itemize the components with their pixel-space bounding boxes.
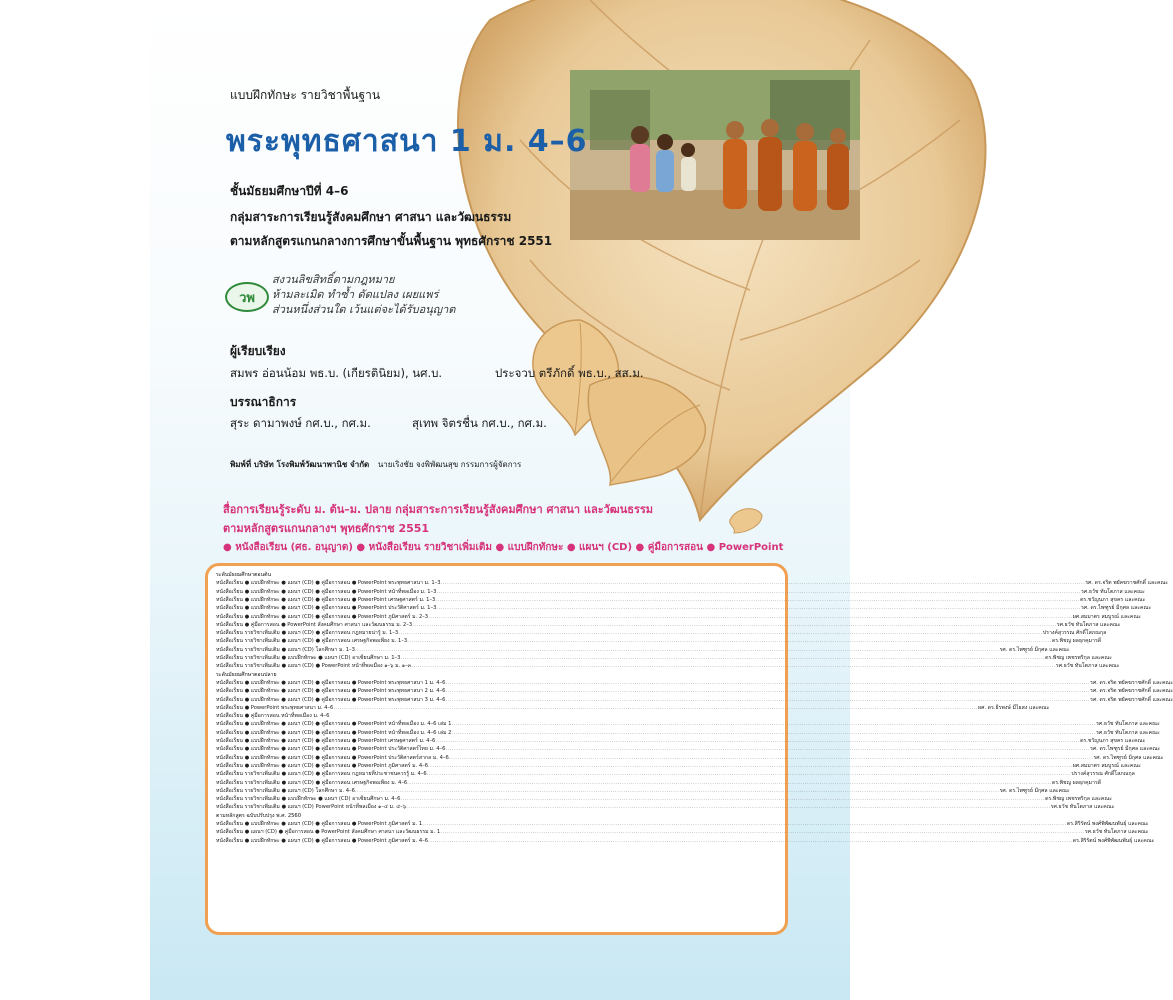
catalog-leader-dots: ............................................................................................................................................................................................................................................................................................................ <box>440 829 1085 836</box>
catalog-item-author: รศ. ดร.ไพฑูรย์ มีกุศล และคณะ <box>1090 746 1161 753</box>
catalog-row <box>216 729 1160 737</box>
catalog-leader-dots: ............................................................................................................................................................................................................................................................................................................ <box>354 787 1000 794</box>
catalog-section-header <box>216 812 776 820</box>
catalog-item-author: ผศ.สมมาตร สมบูรณ์ และคณะ <box>1072 762 1141 769</box>
catalog-item-author: รศ. ดร.ไพฑูรย์ มีกุศล และคณะ <box>999 787 1070 794</box>
catalog-row <box>216 787 1070 795</box>
catalog-leader-dots: ............................................................................................................................................................................................................................................................................................................ <box>445 679 1091 686</box>
catalog-item-author: ดร.พิชญ เพชรพริกุล และคณะ <box>1045 655 1112 661</box>
catalog-item-author: รศ.ธวัช ทันโตภาส และคณะ <box>1056 621 1121 628</box>
catalog-item-author: รศ. ดร.ไพฑูรย์ มีกุศล และคณะ <box>999 646 1070 653</box>
catalog-leader-dots: ............................................................................................................................................................................................................................................................................................................ <box>400 796 1046 803</box>
catalog-leader-dots: ............................................................................................................................................................................................................................................................................................................ <box>422 821 1067 827</box>
catalog-item-author: ดร.พิชญ เพชรพริกุล และคณะ <box>1045 796 1112 803</box>
catalog-row <box>216 613 1141 621</box>
editors-label: บรรณาธิการ <box>230 395 297 409</box>
catalog-leader-dots: ............................................................................................................................................................................................................................................................................................................ <box>407 638 1052 645</box>
author-1: สมพร อ่อนน้อม พธ.บ. (เกียรตินิยม), นศ.บ. <box>230 366 443 380</box>
catalog-row <box>216 828 1149 836</box>
catalog-item-title: หนังสือเรียน ● คู่มือการสอน ● PowerPoint สังคมศึกษา ศาสนา และวัฒนธรรม ม. 2–3 <box>216 621 413 628</box>
catalog-row <box>216 712 776 720</box>
catalog-row <box>216 629 1107 637</box>
catalog-item-title: หนังสือเรียน ● แบบฝึกทักษะ ● แผนฯ (CD) ● คู่มือการสอน ● PowerPoint หน้าที่พลเมือง ม. 1–3 <box>216 588 437 595</box>
authors-label: ผู้เรียบเรียง <box>230 344 286 358</box>
catalog-section-title: ระดับมัธยมศึกษาตอนปลาย <box>216 671 277 678</box>
catalog-item-author: รศ.ธวัช ทันโตภาส และคณะ <box>1050 804 1115 811</box>
catalog-row <box>216 604 1152 612</box>
learning-area: กลุ่มสาระการเรียนรู้สังคมศึกษา ศาสนา และวัฒนธรรม <box>230 210 512 224</box>
catalog-row <box>216 588 1145 596</box>
grade-level: ชั้นมัธยมศึกษาปีที่ 4–6 <box>230 184 349 198</box>
catalog-leader-dots: ............................................................................................................................................................................................................................................................................................................ <box>407 779 1052 786</box>
catalog-leader-dots: ............................................................................................................................................................................................................................................................................................................ <box>412 621 1057 628</box>
catalog-item-title: หนังสือเรียน รายวิชาเพิ่มเติม ● แผนฯ (CD) ● PowerPoint หน้าที่พลเมือง ๑–๖ ม. ๑–๓ <box>216 663 412 670</box>
printer-manager: นายเริงชัย จงพิพัฒนสุข กรรมการผู้จัดการ <box>377 460 522 469</box>
catalog-item-author: รศ.ธวัช ทันโตภาส และคณะ <box>1096 721 1160 728</box>
catalog-item-author: รศ. ดร.ไพฑูรย์ มีกุศล และคณะ <box>1093 754 1164 761</box>
catalog-item-title: หนังสือเรียน ● แบบฝึกทักษะ ● แผนฯ (CD) ● คู่มือการสอน ● PowerPoint ประวัติศาสตร์ ม. 1–3 <box>216 605 437 612</box>
catalog-leader-dots <box>329 712 776 720</box>
catalog-item-author: รศ. ดร.จริต พยัคฆราชศักดิ์ และคณะ <box>1090 696 1173 703</box>
catalog-item-author: รศ. ดร.จริต พยัคฆราชศักดิ์ และคณะ <box>1085 580 1169 587</box>
catalog-row <box>216 762 1141 770</box>
catalog-row <box>216 621 1121 629</box>
catalog-leader-dots: ............................................................................................................................................................................................................................................................................................................ <box>428 613 1073 620</box>
catalog-item-author: รศ. ดร.จริต พยัคฆราชศักดิ์ และคณะ <box>1090 688 1173 695</box>
catalog-row <box>216 596 1146 604</box>
catalog-item-title: หนังสือเรียน รายวิชาเพิ่มเติม ● แผนฯ (CD) PowerPoint หน้าที่พลเมือง ๑–๔ ม. ๔–๖ <box>216 804 407 811</box>
catalog-item-author: ปรางค์สุวรรณ ศักดิ์โสภณกุล <box>1071 771 1135 778</box>
catalog-leader-dots: ............................................................................................................................................................................................................................................................................................................ <box>411 663 1056 670</box>
catalog-item-title: หนังสือเรียน ● แบบฝึกทักษะ ● แผนฯ (CD) ● คู่มือการสอน ● PowerPoint พระพุทธศาสนา 1 ม. 4–6 <box>216 679 446 686</box>
catalog-section-header <box>216 671 776 679</box>
catalog-row <box>216 770 1135 778</box>
catalog-row <box>216 803 1115 811</box>
catalog-item-title: หนังสือเรียน ● แบบฝึกทักษะ ● แผนฯ (CD) ● คู่มือการสอน ● PowerPoint เศรษฐศาสตร์ ม. 4–6 <box>216 738 436 744</box>
catalog-section-title: ตามหลักสูตร ฉบับปรับปรุง พ.ศ. 2560 <box>216 812 302 819</box>
catalog-leader-dots: ............................................................................................................................................................................................................................................................................................................ <box>426 771 1072 778</box>
catalog-row <box>216 820 1149 828</box>
catalog-row <box>216 654 1112 662</box>
catalog-row <box>216 687 1173 695</box>
catalog-row <box>216 745 1161 753</box>
catalog-row <box>216 837 1155 845</box>
catalog-leader-dots: ............................................................................................................................................................................................................................................................................................................ <box>406 804 1051 811</box>
catalog-leader-dots: ............................................................................................................................................................................................................................................................................................................ <box>398 630 1043 637</box>
catalog-row <box>216 779 1102 787</box>
catalog-item-title: หนังสือเรียน รายวิชาเพิ่มเติม ● แบบฝึกทักษะ ● แผนฯ (CD) อาเซียนศึกษา ม. 1–3 <box>216 655 401 661</box>
editor-1: สุระ ดามาพงษ์ กศ.บ., กศ.ม. <box>230 416 371 430</box>
author-2: ประจวบ ตรีภักดิ์ พธ.บ., สส.ม. <box>495 366 644 380</box>
falling-leaf-2 <box>580 365 710 485</box>
catalog-row <box>216 579 1169 587</box>
catalog-leader-dots: ............................................................................................................................................................................................................................................................................................................ <box>428 762 1073 769</box>
alms-giving-photo <box>570 70 860 240</box>
catalog-leader-dots: ............................................................................................................................................................................................................................................................................................................ <box>436 588 1082 595</box>
catalog-section-title: ระดับมัธยมศึกษาตอนต้น <box>216 572 271 578</box>
catalog-leader-dots: ............................................................................................................................................................................................................................................................................................................ <box>440 580 1086 587</box>
catalog-item-title: หนังสือเรียน ● แบบฝึกทักษะ ● แผนฯ (CD) ● คู่มือการสอน ● PowerPoint พระพุทธศาสนา ม. 1–3 <box>216 580 441 587</box>
catalog-item-author: ดร.สิริรัตน์ พงศ์พิพัฒนพันธุ์ และคณะ <box>1066 821 1149 827</box>
catalog-row <box>216 737 1146 745</box>
catalog-leader-dots: ............................................................................................................................................................................................................................................................................................................ <box>354 646 1000 653</box>
catalog-item-title: หนังสือเรียน ● แบบฝึกทักษะ ● แผนฯ (CD) ● คู่มือการสอน ● PowerPoint ภูมิศาสตร์ ม. 4–6 <box>216 837 429 844</box>
catalog-item-title: หนังสือเรียน ● คู่มือการสอน หน้าที่พลเมือง ม. 4–6 <box>216 713 330 720</box>
catalog-box <box>205 563 1173 935</box>
catalog-item-title: หนังสือเรียน รายวิชาเพิ่มเติม ● แผนฯ (CD) ● คู่มือการสอน เศรษฐกิจพอเพียง ม. 1–3 <box>216 638 408 645</box>
catalog-item-author: รศ.ธวัช ทันโตภาส และคณะ <box>1084 829 1149 836</box>
catalog-item-title: หนังสือเรียน ● แบบฝึกทักษะ ● แผนฯ (CD) ● คู่มือการสอน ● PowerPoint หน้าที่พลเมือง ม. 4–6 เล่ม 1 <box>216 721 452 728</box>
catalog-leader-dots: ............................................................................................................................................................................................................................................................................................................ <box>333 704 979 711</box>
copyright-line-3: ส่วนหนึ่งส่วนใด เว้นแต่จะได้รับอนุญาต <box>272 303 456 316</box>
catalog-leader-dots: ............................................................................................................................................................................................................................................................................................................ <box>448 754 1094 761</box>
catalog-row <box>216 637 1102 645</box>
catalog-item-author: ผศ. ดร.ธีรพงษ์ มีไธสง และคณะ <box>978 704 1050 711</box>
media-promo-line-1: สื่อการเรียนรู้ระดับ ม. ต้น–ม. ปลาย กลุ่มสาระการเรียนรู้สังคมศึกษา ศาสนา และวัฒนธรรม <box>223 503 654 516</box>
series-label: แบบฝึกทักษะ รายวิชาพื้นฐาน <box>230 88 381 102</box>
curriculum-line: ตามหลักสูตรแกนกลางการศึกษาขั้นพื้นฐาน พุทธศักราช 2551 <box>230 234 553 248</box>
catalog-item-title: หนังสือเรียน ● PowerPoint พระพุทธศาสนา ม. 4–6 <box>216 704 334 711</box>
catalog-item-author: ดร.ชวัญนภา สุขคร และคณะ <box>1080 596 1146 603</box>
catalog-item-author: ดร.พิชญ ผลธุกคุมารดี <box>1051 779 1102 786</box>
catalog-item-title: หนังสือเรียน ● แบบฝึกทักษะ ● แผนฯ (CD) ● คู่มือการสอน ● PowerPoint พระพุทธศาสนา 3 ม. 4–6 <box>216 696 446 703</box>
catalog-item-title: หนังสือเรียน ● แบบฝึกทักษะ ● แผนฯ (CD) ● คู่มือการสอน ● PowerPoint เศรษฐศาสตร์ ม. 1–3 <box>216 596 436 603</box>
catalog-item-title: หนังสือเรียน ● แบบฝึกทักษะ ● แผนฯ (CD) ● คู่มือการสอน ● PowerPoint ภูมิศาสตร์ ม. 1 <box>216 821 423 827</box>
catalog-row <box>216 795 1112 803</box>
catalog-leader-dots: ............................................................................................................................................................................................................................................................................................................ <box>451 721 1097 728</box>
printer-line <box>230 458 521 471</box>
catalog-item-title: หนังสือเรียน ● แบบฝึกทักษะ ● แผนฯ (CD) ● คู่มือการสอน ● PowerPoint ภูมิศาสตร์ ม. 2–3 <box>216 613 429 620</box>
catalog-row <box>216 646 1070 654</box>
catalog-item-title: หนังสือเรียน ● แบบฝึกทักษะ ● แผนฯ (CD) ● คู่มือการสอน ● PowerPoint ประวัติศาสตร์สากล ม. 4–6 <box>216 754 449 761</box>
catalog-item-title: หนังสือเรียน รายวิชาเพิ่มเติม ● แผนฯ (CD) ● คู่มือการสอน กฎหมายน่ารู้ ม. 1–3 <box>216 630 399 637</box>
catalog-row <box>216 679 1173 687</box>
catalog-item-author: ปรางค์สุวรรณ ศักดิ์โสภณกุล <box>1042 630 1107 637</box>
catalog-item-title: หนังสือเรียน รายวิชาเพิ่มเติม ● แผนฯ (CD) ● คู่มือการสอน เศรษฐกิจพอเพียง ม. 4–6 <box>216 779 408 786</box>
catalog-leader-dots: ............................................................................................................................................................................................................................................................................................................ <box>400 655 1046 661</box>
book-title: พระพุทธศาสนา 1 ม. 4–6 <box>226 124 588 159</box>
catalog-leader-dots: ............................................................................................................................................................................................................................................................................................................ <box>435 596 1081 603</box>
catalog-leader-dots: ............................................................................................................................................................................................................................................................................................................ <box>445 746 1091 753</box>
catalog-row <box>216 720 1160 728</box>
copyright-line-1: สงวนลิขสิทธิ์ตามกฎหมาย <box>272 273 395 286</box>
catalog-row <box>216 754 1164 762</box>
catalog-item-title: หนังสือเรียน รายวิชาเพิ่มเติม ● แผนฯ (CD) โลกศึกษา ม. 4–6 <box>216 787 355 794</box>
catalog-leader-dots: ............................................................................................................................................................................................................................................................................................................ <box>428 837 1073 844</box>
catalog-item-title: หนังสือเรียน รายวิชาเพิ่มเติม ● แบบฝึกทักษะ ● แผนฯ (CD) อาเซียนศึกษา ม. 4–6 <box>216 796 401 803</box>
catalog-leader-dots: ............................................................................................................................................................................................................................................................................................................ <box>436 605 1082 612</box>
editor-2: สุเทพ จิตรชื่น กศ.บ., กศ.ม. <box>412 416 547 430</box>
media-promo-line-2: ตามหลักสูตรแกนกลางฯ พุทธศักราช 2551 <box>223 522 430 535</box>
catalog-item-title: หนังสือเรียน รายวิชาเพิ่มเติม ● แผนฯ (CD) โลกศึกษา ม. 1–3 <box>216 646 355 653</box>
catalog-leader-dots: ............................................................................................................................................................................................................................................................................................................ <box>435 738 1081 744</box>
catalog-row <box>216 696 1173 704</box>
catalog-item-title: หนังสือเรียน ● แบบฝึกทักษะ ● แผนฯ (CD) ● คู่มือการสอน ● PowerPoint พระพุทธศาสนา 2 ม. 4–6 <box>216 688 446 695</box>
media-promo-line-3: ● หนังสือเรียน (ศธ. อนุญาต) ● หนังสือเรียน รายวิชาเพิ่มเติม ● แบบฝึกทักษะ ● แผนฯ (CD) ● คู่มือการสอน ● PowerPoint <box>223 542 784 553</box>
catalog-row <box>216 704 1050 712</box>
catalog-section-header <box>216 571 776 579</box>
catalog-leader-dots: ............................................................................................................................................................................................................................................................................................................ <box>451 729 1097 736</box>
catalog-item-author: รศ. ดร.จริต พยัคฆราชศักดิ์ และคณะ <box>1090 679 1173 686</box>
copyright-line-2: ห้ามละเมิด ทำซ้ำ ดัดแปลง เผยแพร่ <box>272 288 439 301</box>
catalog-item-author: รศ.ธวัช ทันโตภาส และคณะ <box>1096 729 1160 736</box>
catalog-leader-dots: ............................................................................................................................................................................................................................................................................................................ <box>445 696 1091 703</box>
catalog-item-author: ผศ.สมมาตร สมบูรณ์ และคณะ <box>1072 613 1141 620</box>
catalog-item-author: รศ.ธวัช ทันโตภาส และคณะ <box>1055 663 1120 670</box>
falling-leaf-3 <box>728 505 764 535</box>
catalog-item-author: ดร.พิชญ ผลธุกคุมารดี <box>1051 638 1102 645</box>
catalog-row <box>216 662 1120 670</box>
catalog-item-author: ดร.สิริรัตน์ พงศ์พิพัฒนพันธุ์ และคณะ <box>1072 837 1155 844</box>
catalog-item-author: ดร.ชวัญนภา สุขคร และคณะ <box>1080 738 1146 744</box>
catalog-item-author: รศ.ธวัช ทันโตภาส และคณะ <box>1081 588 1145 595</box>
copyright-notice <box>272 272 455 317</box>
catalog-item-title: หนังสือเรียน ● แบบฝึกทักษะ ● แผนฯ (CD) ● คู่มือการสอน ● PowerPoint ประวัติศาสตร์ไทย ม. 4–6 <box>216 746 446 753</box>
catalog-item-author: รศ. ดร.ไพฑูรย์ มีกุศล และคณะ <box>1081 605 1152 612</box>
printer-name: พิมพ์ที่ บริษัท โรงพิมพ์วัฒนาพานิช จำกัด <box>230 460 370 469</box>
catalog-item-title: หนังสือเรียน ● แบบฝึกทักษะ ● แผนฯ (CD) ● คู่มือการสอน ● PowerPoint ภูมิศาสตร์ ม. 4–6 <box>216 762 429 769</box>
publisher-logo: วพ <box>225 282 269 312</box>
catalog-item-title: หนังสือเรียน ● แบบฝึกทักษะ ● แผนฯ (CD) ● คู่มือการสอน ● PowerPoint หน้าที่พลเมือง ม. 4–6 เล่ม 2 <box>216 729 452 736</box>
catalog-item-title: หนังสือเรียน ● แผนฯ (CD) ● คู่มือการสอน ● PowerPoint สังคมศึกษา ศาสนา และวัฒนธรรม ม. 1 <box>216 829 441 836</box>
catalog-leader-dots: ............................................................................................................................................................................................................................................................................................................ <box>445 688 1091 695</box>
catalog-item-title: หนังสือเรียน รายวิชาเพิ่มเติม ● แผนฯ (CD) ● คู่มือการสอน กฎหมายที่ประชาชนควรรู้ ม. 4–6 <box>216 771 427 778</box>
